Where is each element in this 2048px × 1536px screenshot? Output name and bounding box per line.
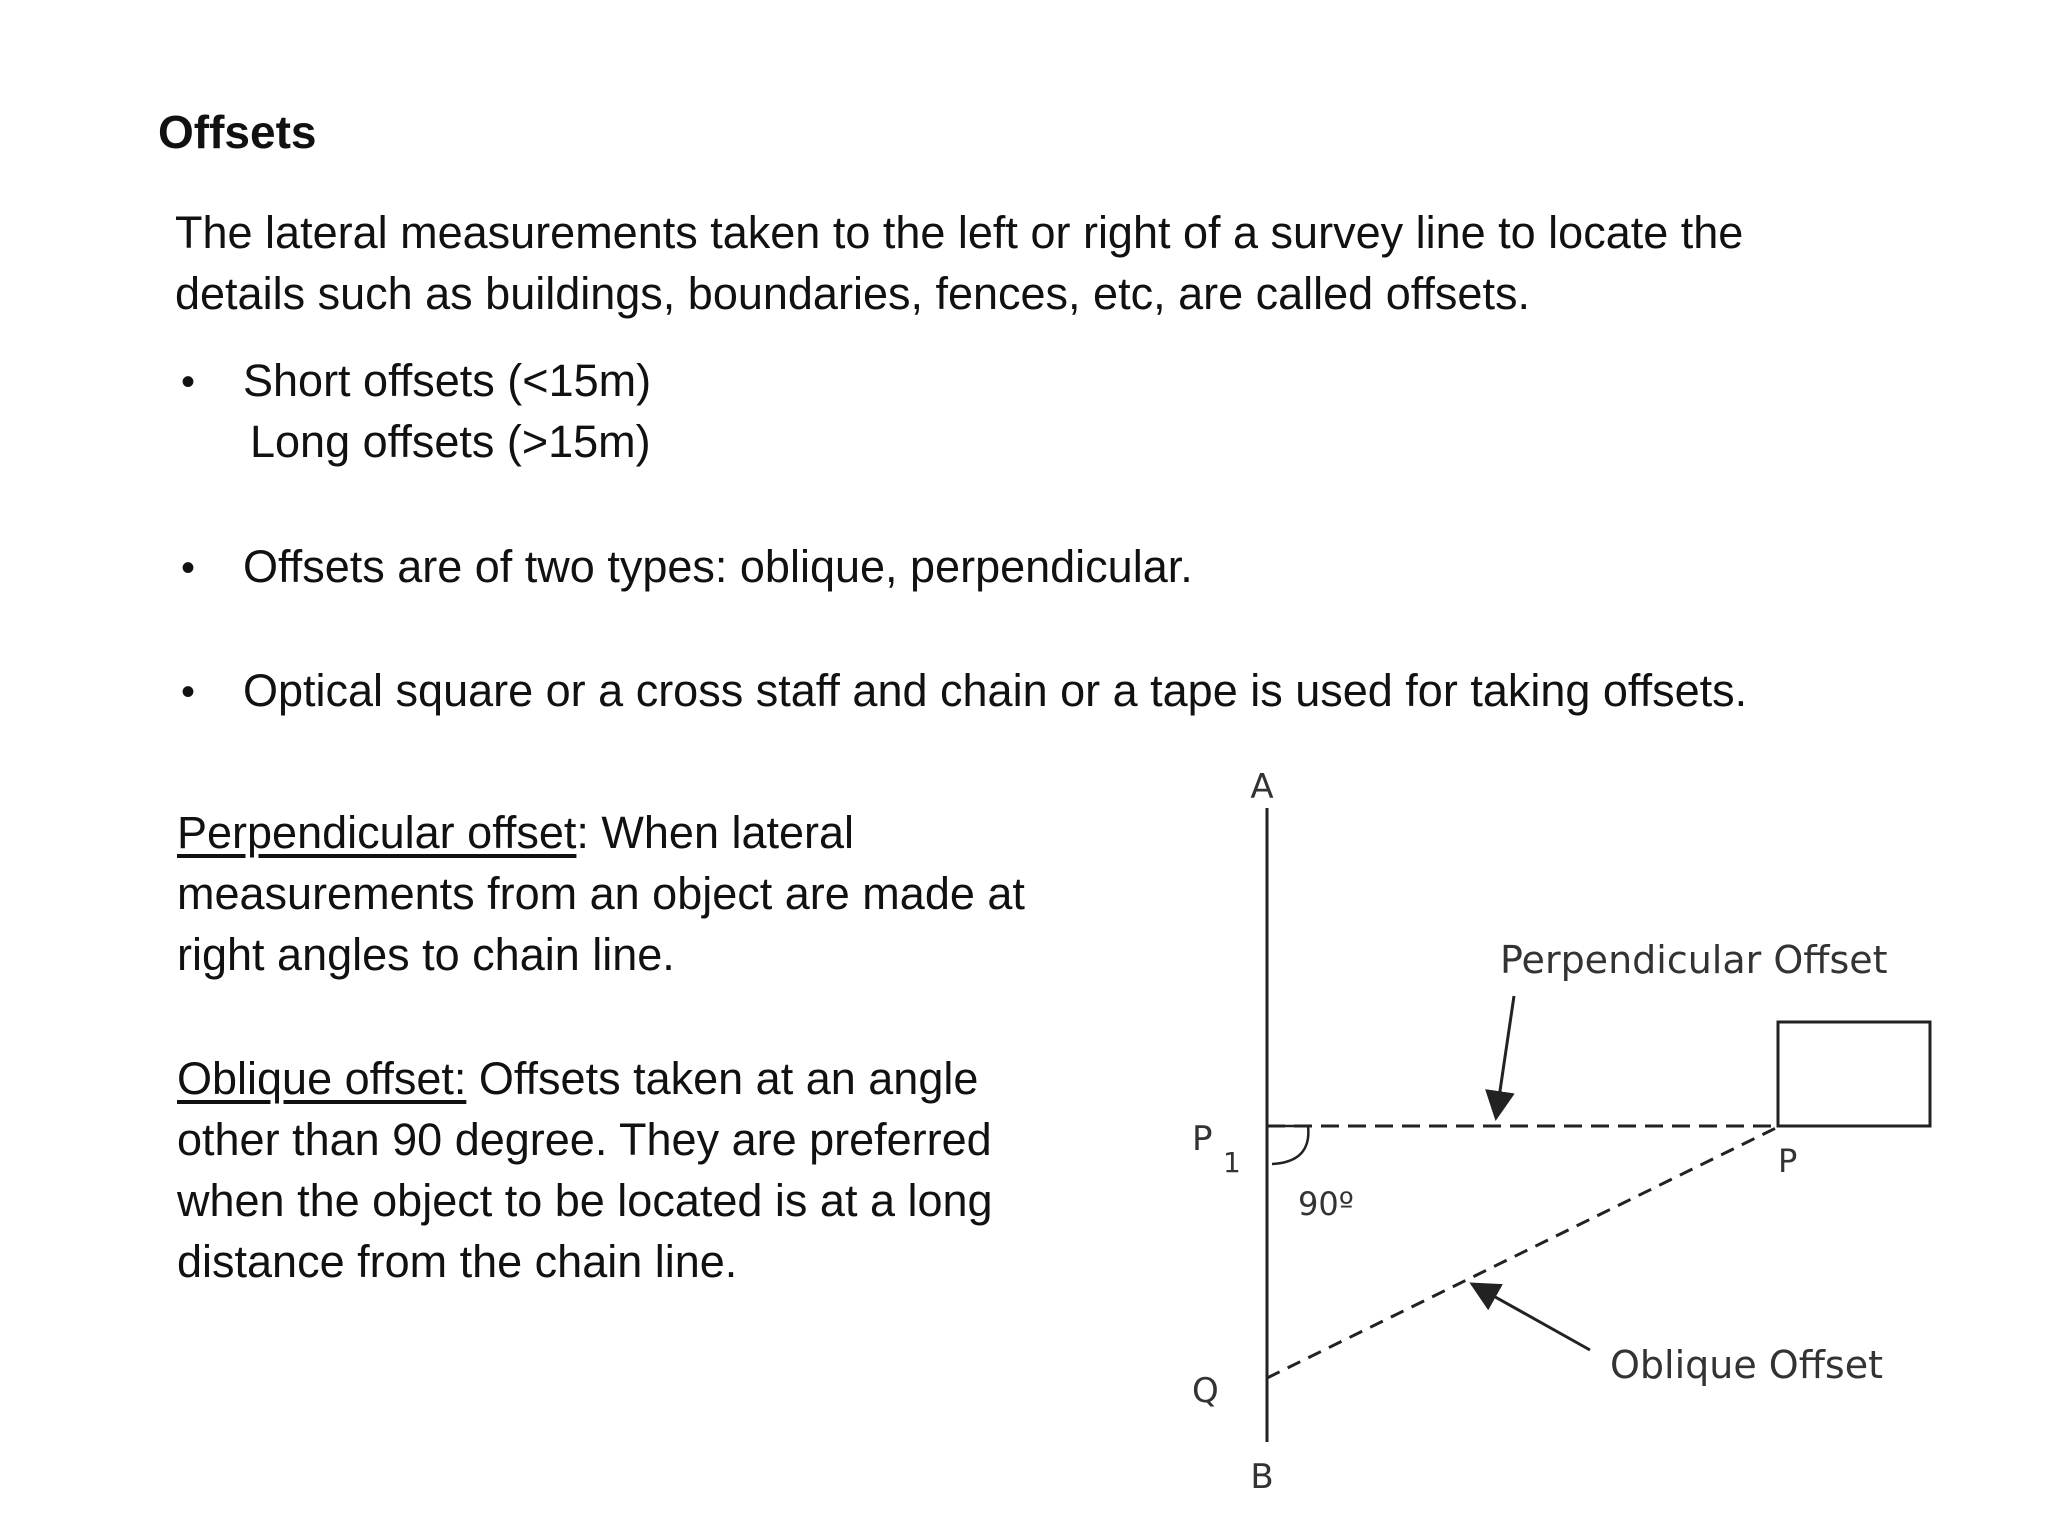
bullet-offset-types: Offsets are of two types: oblique, perpendicular. [243,541,1193,592]
definition-line-2: details such as buildings, boundaries, fences, etc, are called offsets. [175,268,1530,319]
oblique-offset-line [1267,1126,1780,1378]
object-box [1778,1022,1930,1126]
point-p1-label: P [1192,1119,1213,1159]
bullet-marker: • [181,360,196,404]
bullet-short-offsets: Short offsets (<15m) [243,355,652,406]
point-p1-subscript: 1 [1223,1146,1241,1179]
oblique-line1-rest: Offsets taken at an angle [466,1053,979,1104]
bullet-marker: • [181,670,196,714]
oblique-definition-line-4: distance from the chain line. [177,1236,738,1287]
bullet-marker: • [181,546,196,590]
oblique-term: Oblique offset: [177,1053,467,1104]
perpendicular-definition-line-3: right angles to chain line. [177,929,675,980]
oblique-definition-line-2: other than 90 degree. They are preferred [177,1114,992,1165]
perpendicular-term: Perpendicular offset [177,807,577,858]
oblique-definition-line-3: when the object to be located is at a long [177,1175,993,1226]
slide-title: Offsets [158,106,317,158]
oblique-arrow [1472,1284,1590,1350]
bullet-long-offsets: Long offsets (>15m) [250,416,651,467]
point-q-label: Q [1192,1371,1219,1411]
oblique-offset-label: Oblique Offset [1610,1343,1883,1387]
perpendicular-definition-line-2: measurements from an object are made at [177,868,1025,919]
definition-line-1: The lateral measurements taken to the left or right of a survey line to locate the [175,207,1744,258]
point-b-label: B [1250,1457,1274,1497]
perpendicular-offset-label: Perpendicular Offset [1500,938,1888,982]
angle-label: 90º [1298,1185,1354,1223]
perpendicular-arrow [1496,996,1514,1118]
point-a-label: A [1250,767,1274,807]
point-p-label: P [1778,1142,1798,1180]
bullet-instruments: Optical square or a cross staff and chain or a tape is used for taking offsets. [243,665,1748,716]
perpendicular-line1-rest: : When lateral [576,807,855,858]
right-angle-arc [1272,1126,1308,1164]
